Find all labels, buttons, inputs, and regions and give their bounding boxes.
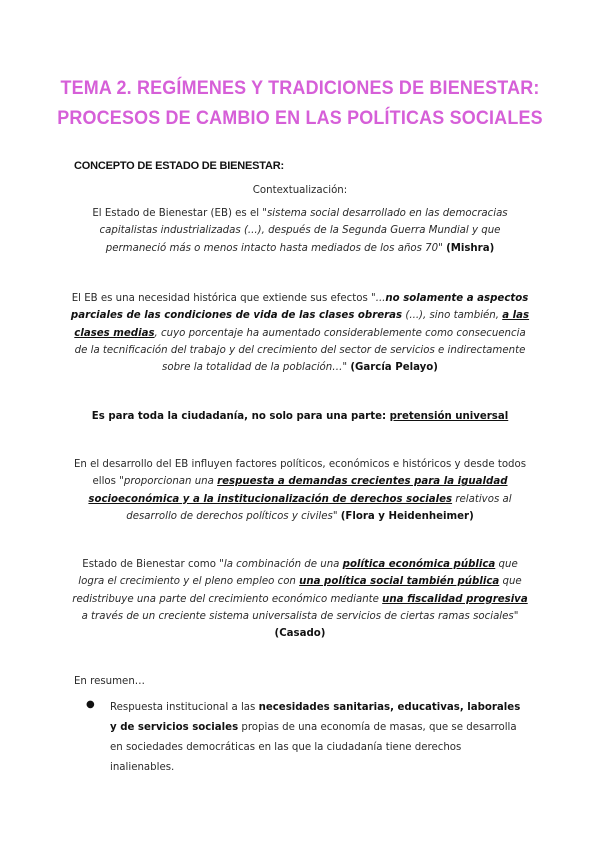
page-title-line-1: TEMA 2. REGÍMENES Y TRADICIONES DE BIENESTAR: bbox=[60, 77, 540, 99]
quote-text: (...), sino también, bbox=[402, 310, 503, 322]
context-label: Contextualización: bbox=[252, 185, 348, 196]
text-span: " bbox=[342, 362, 351, 374]
paragraph-flora bbox=[70, 456, 530, 525]
quote-emphasis-underlined: respuesta a demandas crecientes para la igualdad socioeconómica y a la institucionalización de derechos sociales bbox=[88, 476, 508, 505]
text-span: " bbox=[438, 242, 447, 254]
text-span: Estado de Bienestar como " bbox=[82, 559, 224, 570]
quote-emphasis-underlined: una política social también pública bbox=[299, 576, 500, 588]
paragraph-universal bbox=[70, 408, 530, 425]
text-span: El EB es una necesidad histórica que extiende sus efectos " bbox=[71, 293, 376, 304]
citation: (Flora y Heidenheimer) bbox=[340, 510, 474, 522]
section-heading: CONCEPTO DE ESTADO DE BIENESTAR: bbox=[74, 160, 284, 172]
text-span: El Estado de Bienestar (EB) es el " bbox=[92, 208, 267, 219]
paragraph-garcia-pelayo bbox=[70, 290, 530, 376]
text-span: Respuesta institucional a las bbox=[110, 702, 259, 713]
quote-text: relativos al desarrollo de derechos políticos y civiles bbox=[126, 493, 512, 522]
text-span: En el desarrollo del EB influyen factores políticos, económicos e históricos y desde todos ellos " bbox=[73, 459, 527, 488]
bullet-icon: ● bbox=[86, 699, 95, 710]
text-span: Es para toda la ciudadanía, no solo para una parte: bbox=[91, 411, 390, 422]
quote-text: , cuyo porcentaje ha aumentado considerablemente como consecuencia de la tecnificación del trabajo y del crecimiento del sector de servicios e indirectamente sobre la totalidad de la población… bbox=[74, 327, 526, 374]
summary-list-item bbox=[86, 698, 526, 778]
quote-emphasis-underlined: una fiscalidad progresiva bbox=[382, 593, 528, 605]
underlined-text: pretensión universal bbox=[389, 411, 509, 422]
page-title-line-2: PROCESOS DE CAMBIO EN LAS POLÍTICAS SOCIALES bbox=[57, 107, 543, 129]
citation: (Casado) bbox=[274, 628, 326, 640]
text-span: " bbox=[513, 610, 519, 622]
paragraph-mishra bbox=[70, 205, 530, 257]
quote-emphasis: no solamente a aspectos parciales de las condiciones de vida de las clases obreras bbox=[70, 293, 529, 322]
quote-text: a través de un creciente sistema universalista de servicios de ciertas ramas sociales bbox=[81, 610, 514, 622]
text-span: " bbox=[332, 510, 341, 522]
quote-text: proporcionan una bbox=[123, 476, 218, 488]
summary-text bbox=[110, 698, 526, 778]
quote-text: que redistribuye una parte del crecimiento económico mediante bbox=[72, 576, 522, 605]
text-span: propias de una economía de masas, que se desarrolla en sociedades democráticas en las que la ciudadanía tiene derechos inalienables. bbox=[110, 722, 517, 773]
quote-text: sistema social desarrollado en las democracias capitalistas industrializadas (...), después de la Segunda Guerra Mundial y que permaneció más o menos intacto hasta mediados de los años 70 bbox=[99, 208, 508, 254]
citation: (Mishra) bbox=[446, 242, 495, 254]
quote-emphasis-underlined: política económica pública bbox=[342, 559, 496, 570]
quote-emphasis-underlined: a las clases medias bbox=[74, 310, 530, 339]
quote-text: que logra el crecimiento y el pleno empleo con bbox=[78, 559, 518, 588]
citation: (García Pelayo) bbox=[350, 362, 438, 374]
quote-text: la combinación de una bbox=[223, 559, 343, 570]
emphasis: necesidades sanitarias, educativas, laborales y de servicios sociales bbox=[110, 702, 521, 733]
quote-text: ... bbox=[375, 293, 386, 304]
summary-label: En resumen… bbox=[74, 676, 145, 687]
paragraph-casado bbox=[70, 556, 530, 642]
